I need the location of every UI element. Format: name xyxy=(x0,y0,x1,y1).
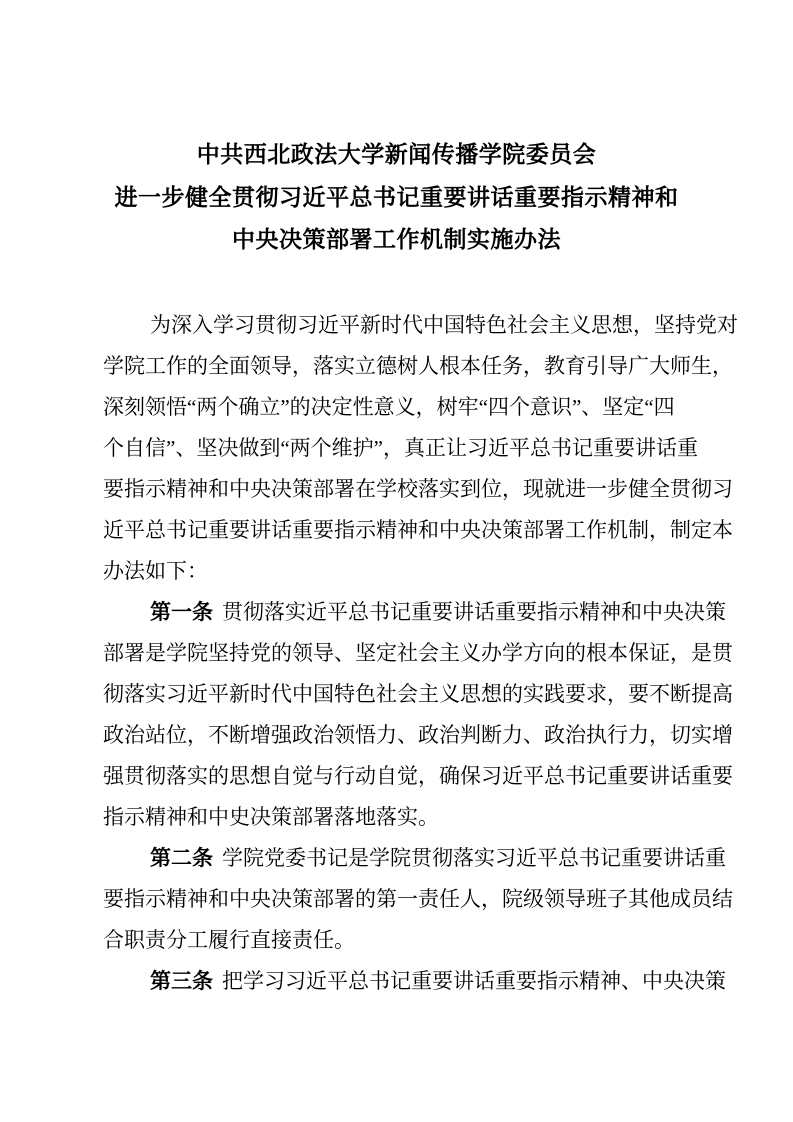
body-line: 政治站位，不断增强政治领悟力、政治判断力、政治执行力，切实增 xyxy=(103,723,733,747)
body-line-article-1 xyxy=(103,592,726,633)
body-line-article-2 xyxy=(103,838,726,879)
body-line-article-3 xyxy=(103,961,726,1002)
body-line: 要指示精神和中央决策部署在学校落实到位，现就进一步健全贯彻习 xyxy=(103,477,733,501)
body-line: 要指示精神和中央决策部署的第一责任人，院级领导班子其他成员结 xyxy=(103,887,733,911)
body-line: 彻落实习近平新时代中国特色社会主义思想的实践要求，要不断提高 xyxy=(103,682,733,706)
document-title xyxy=(0,133,793,261)
body-line: 个自信”、坚决做到“两个维护”，真正让习近平总书记重要讲话重 xyxy=(103,436,698,460)
body-line: 强贯彻落实的思想自觉与行动自觉，确保习近平总书记重要讲话重要 xyxy=(103,764,733,788)
article-number-3: 第三条 xyxy=(150,970,213,993)
article-text: 学院党委书记是学院贯彻落实习近平总书记重要讲话重 xyxy=(222,846,726,870)
body-line: 深刻领悟“两个确立”的决定性意义，树牢“四个意识”、坚定“四 xyxy=(103,395,675,419)
article-text: 贯彻落实近平总书记重要讲话重要指示精神和中央决策 xyxy=(222,600,726,624)
body-line: 合职责分工履行直接责任。 xyxy=(103,928,355,952)
body-line: 学院工作的全面领导，落实立德树人根本任务，教育引导广大师生， xyxy=(103,354,733,378)
document-body xyxy=(103,305,738,1002)
article-number-2: 第二条 xyxy=(150,847,213,870)
title-line-1: 中共西北政法大学新闻传播学院委员会 xyxy=(196,141,597,167)
article-text: 把学习习近平总书记重要讲话重要指示精神、中央决策 xyxy=(222,969,726,993)
body-line: 部署是学院坚持党的领导、坚定社会主义办学方向的根本保证，是贯 xyxy=(103,641,733,665)
body-line: 办法如下： xyxy=(103,559,208,583)
body-line: 为深入学习贯彻习近平新时代中国特色社会主义思想，坚持党对 xyxy=(150,313,738,337)
title-line-3: 中央决策部署工作机制实施办法 xyxy=(232,226,561,252)
article-number-1: 第一条 xyxy=(150,601,213,624)
body-line: 指示精神和中史决策部署落地落实。 xyxy=(103,805,439,829)
body-line: 近平总书记重要讲话重要指示精神和中央决策部署工作机制，制定本 xyxy=(103,518,733,542)
title-line-2: 进一步健全贯彻习近平总书记重要讲话重要指示精神和 xyxy=(114,183,679,210)
